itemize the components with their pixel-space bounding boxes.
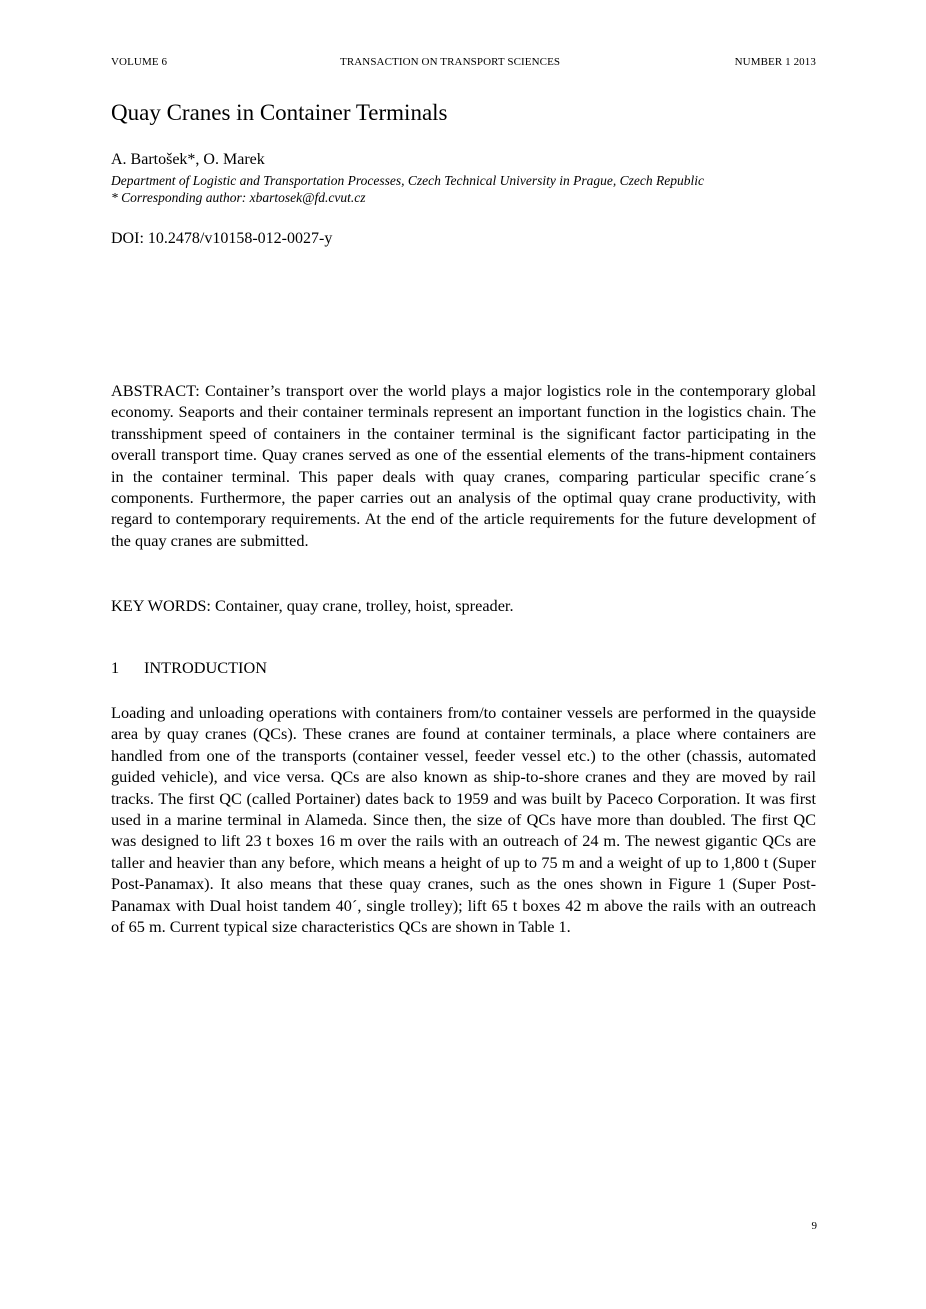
header-volume: VOLUME 6 — [111, 56, 168, 68]
corresponding-author: * Corresponding author: xbartosek@fd.cvut.cz — [111, 190, 366, 205]
keywords: KEY WORDS: Container, quay crane, trolley, hoist, spreader. — [111, 596, 514, 615]
section-heading — [111, 658, 267, 678]
doi: DOI: 10.2478/v10158-012-0027-y — [111, 230, 333, 247]
paper-title: Quay Cranes in Container Terminals — [111, 100, 448, 125]
header-journal-title: TRANSACTION ON TRANSPORT SCIENCES — [340, 56, 561, 68]
affiliation: Department of Logistic and Transportation Processes, Czech Technical University in Prague, Czech Republic — [111, 173, 704, 188]
page-number: 9 — [811, 1220, 817, 1232]
section-title: INTRODUCTION — [144, 658, 267, 677]
authors: A. Bartošek*, O. Marek — [111, 151, 265, 168]
section-number: 1 — [111, 658, 120, 677]
introduction-paragraph: Loading and unloading operations with containers from/to container vessels are performed in the quayside area by quay cranes (QCs). These cranes are found at container terminals, a place where containers are handled from one of the transports (container vessel, feeder vessel etc.) to the other (chassis, automated guided vehicle), and vice versa. QCs are also known as ship-to-shore cranes and they are moved by rail tracks. The first QC (called Portainer) dates back to 1959 and was built by Paceco Corporation. It was first used in a marine terminal in Alameda. Since then, the size of QCs have more than doubled. The first QC was designed to lift 23 t boxes 16 m over the rails with an outreach of 24 m. The newest gigantic QCs are taller and heavier than any before, which means a height of up to 75 m and a weight of up to 1,800 t (Super Post-Panamax). It also means that these quay cranes, such as the ones shown in Figure 1 (Super Post-Panamax with Dual hoist tandem 40´, single trolley); lift 65 t boxes 42 m above the rails with an outreach of 65 m. Current typical size characteristics QCs are shown in Table 1. — [111, 703, 816, 937]
abstract: ABSTRACT: Container’s transport over the world plays a major logistics role in the contemporary global economy. Seaports and their container terminals represent an important function in the logistics chain. The transshipment speed of containers in the container terminal is the significant factor participating in the overall transport time. Quay cranes served as one of the essential elements of the trans-hipment containers in the container terminal. This paper deals with quay cranes, comparing particular specific crane´s components. Furthermore, the paper carries out an analysis of the optimal quay crane productivity, with regard to contemporary requirements. At the end of the article requirements for the future development of the quay cranes are submitted. — [111, 381, 816, 550]
header-issue-number: NUMBER 1 2013 — [734, 56, 816, 68]
